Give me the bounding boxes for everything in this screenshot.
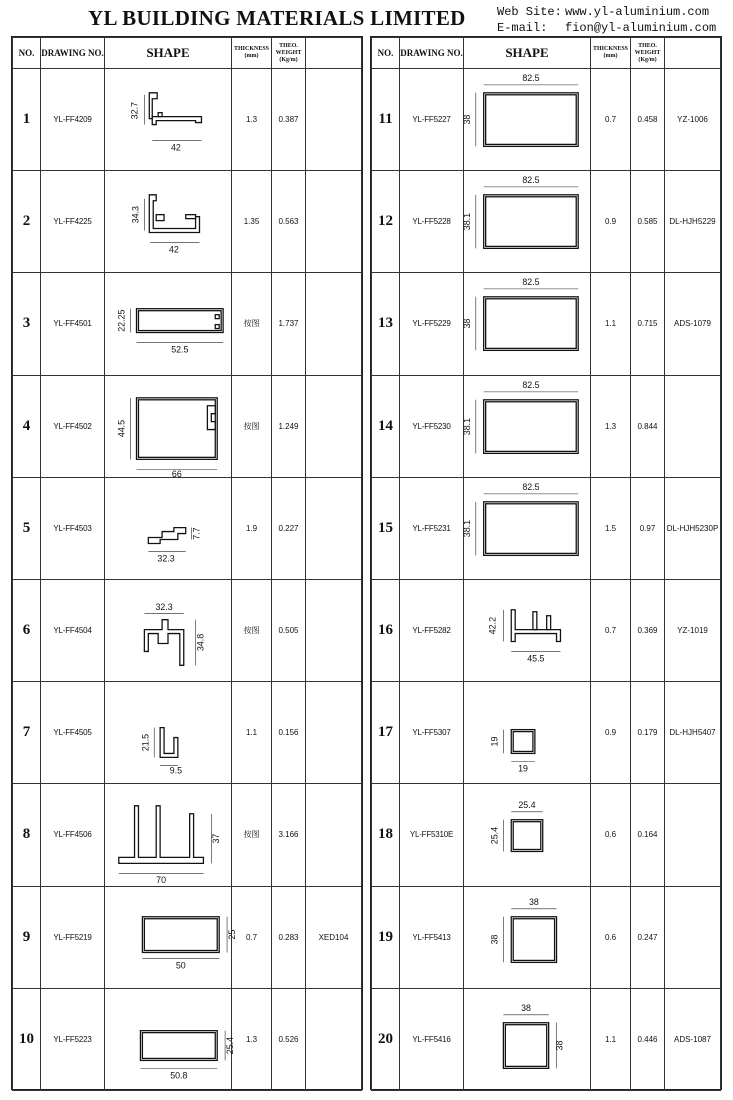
thickness-value: 1.3 <box>591 375 631 477</box>
profile-shape-cell <box>105 682 232 784</box>
dimension-label: 38 <box>489 934 500 945</box>
table-row <box>372 579 721 681</box>
remark-value <box>665 784 721 886</box>
col-header-drawing: DRAWING NO. <box>400 38 464 69</box>
table-row <box>13 988 362 1090</box>
dimension-label: 25.4 <box>518 800 536 811</box>
dimension-label: 25 <box>226 929 237 940</box>
row-number: 8 <box>13 784 41 886</box>
table-row <box>372 682 721 784</box>
drawing-number: YL-FF4209 <box>41 69 105 171</box>
row-number: 15 <box>372 477 400 579</box>
remark-value <box>306 477 362 579</box>
dimension-label: 38.1 <box>461 519 472 538</box>
thickness-value: 按图 <box>232 375 272 477</box>
dimension-label: 32.7 <box>129 101 140 120</box>
drawing-number: YL-FF4501 <box>41 273 105 375</box>
dimension-label: 7.7 <box>191 527 202 540</box>
dimension-label: 82.5 <box>522 481 540 492</box>
row-number: 4 <box>13 375 41 477</box>
profile-drawing <box>105 887 237 988</box>
dimension-label: 70 <box>156 875 167 886</box>
dimension-label: 42 <box>170 142 181 153</box>
row-number: 17 <box>372 682 400 784</box>
profile-drawing <box>105 580 231 681</box>
dimension-label: 82.5 <box>522 277 540 288</box>
thickness-unit: (mm) <box>244 53 259 59</box>
drawing-number: YL-FF5310E <box>400 784 464 886</box>
dimension-label: 37 <box>211 833 222 844</box>
profile-drawing <box>105 478 231 579</box>
thickness-value: 0.6 <box>591 784 631 886</box>
dimension-label: 38.1 <box>461 213 472 231</box>
row-number: 18 <box>372 784 400 886</box>
row-number: 7 <box>13 682 41 784</box>
weight-value: 3.166 <box>272 784 306 886</box>
product-table <box>12 37 362 1091</box>
profile-shape-cell <box>105 988 235 1090</box>
remark-value: DL-HJH5230P <box>665 477 721 579</box>
dimension-label: 25.4 <box>224 1036 235 1054</box>
row-number: 3 <box>13 273 41 375</box>
weight-value: 0.585 <box>631 171 665 273</box>
thickness-value: 1.1 <box>591 273 631 375</box>
profile-drawing <box>105 376 231 477</box>
weight-unit: (Kg/m) <box>638 56 657 63</box>
row-number: 10 <box>13 988 41 1090</box>
weight-value: 0.283 <box>272 886 306 988</box>
row-number: 1 <box>13 69 41 171</box>
table-row <box>372 477 721 579</box>
remark-value <box>665 375 721 477</box>
thickness-value: 按图 <box>232 784 272 886</box>
remark-value: DL-HJH5407 <box>665 682 721 784</box>
profile-shape-cell <box>464 579 591 681</box>
dimension-label: 66 <box>171 468 182 479</box>
profile-drawing <box>461 478 590 579</box>
profile-drawing <box>461 376 590 477</box>
drawing-number: YL-FF4504 <box>41 579 105 681</box>
dimension-label: 22.25 <box>116 309 127 333</box>
thickness-value: 0.7 <box>232 886 272 988</box>
drawing-number: YL-FF4505 <box>41 682 105 784</box>
col-header-weight <box>631 38 665 69</box>
weight-value: 0.458 <box>631 69 665 171</box>
weight-label: THEO. WEIGHT <box>634 42 661 56</box>
table-row <box>372 171 721 273</box>
row-number: 12 <box>372 171 400 273</box>
dimension-label: 21.5 <box>140 733 151 752</box>
weight-value: 0.387 <box>272 69 306 171</box>
weight-label: THEO. WEIGHT <box>275 42 302 56</box>
profile-shape-cell <box>105 784 232 886</box>
thickness-value: 0.6 <box>591 886 631 988</box>
remark-value: YZ-1006 <box>665 69 721 171</box>
profile-drawing <box>105 784 231 885</box>
dimension-label: 38 <box>554 1040 565 1051</box>
col-header-thickness <box>232 38 272 69</box>
col-header-no: NO. <box>13 38 41 69</box>
email-line <box>497 21 716 35</box>
profile-shape-cell <box>461 69 591 171</box>
profile-shape-cell <box>105 579 232 681</box>
thickness-value: 1.1 <box>591 988 631 1090</box>
website-label: Web Site: <box>497 5 562 19</box>
row-number: 5 <box>13 477 41 579</box>
thickness-value: 0.9 <box>591 171 631 273</box>
thickness-label: THICKNESS <box>233 46 269 52</box>
col-header-remark <box>306 38 362 69</box>
profile-shape-cell <box>461 375 591 477</box>
profile-drawing <box>464 784 590 885</box>
right-table-panel <box>370 36 722 1090</box>
dimension-label: 42.2 <box>487 616 498 635</box>
col-header-drawing: DRAWING NO. <box>41 38 105 69</box>
drawing-number: YL-FF4503 <box>41 477 105 579</box>
dimension-label: 82.5 <box>522 379 540 390</box>
table-row <box>372 886 721 988</box>
profile-drawing <box>464 682 590 783</box>
email-label: E-mail: <box>497 21 548 35</box>
remark-value <box>306 579 362 681</box>
thickness-value: 按图 <box>232 579 272 681</box>
table-row <box>13 375 362 477</box>
weight-value: 0.97 <box>631 477 665 579</box>
row-number: 6 <box>13 579 41 681</box>
dimension-label: 42 <box>168 244 179 255</box>
table-row <box>13 69 362 171</box>
drawing-number: YL-FF5227 <box>400 69 464 171</box>
weight-value: 0.526 <box>272 988 306 1090</box>
profile-shape-cell <box>105 886 237 988</box>
left-table-panel <box>11 36 363 1090</box>
weight-value: 0.247 <box>631 886 665 988</box>
thickness-unit: (mm) <box>603 53 618 59</box>
profile-drawing <box>105 69 231 170</box>
dimension-label: 38 <box>528 896 539 907</box>
profile-shape-cell <box>105 69 232 171</box>
drawing-number: YL-FF5416 <box>400 988 464 1090</box>
thickness-value: 1.3 <box>232 69 272 171</box>
profile-shape-cell <box>461 171 591 273</box>
profile-shape-cell <box>464 988 591 1090</box>
remark-value: YZ-1019 <box>665 579 721 681</box>
profile-shape-cell <box>464 784 591 886</box>
profile-drawing <box>105 171 231 272</box>
table-row <box>13 682 362 784</box>
remark-value: ADS-1079 <box>665 273 721 375</box>
thickness-value: 0.9 <box>591 682 631 784</box>
profile-shape-cell <box>461 477 591 579</box>
remark-value <box>306 273 362 375</box>
table-row <box>13 886 362 988</box>
row-number: 14 <box>372 375 400 477</box>
profile-drawing <box>461 69 590 170</box>
drawing-number: YL-FF5228 <box>400 171 464 273</box>
col-header-shape: SHAPE <box>105 38 232 69</box>
col-header-weight <box>272 38 306 69</box>
profile-drawing <box>105 989 235 1090</box>
dimension-label: 38.1 <box>461 417 472 435</box>
remark-value <box>306 682 362 784</box>
profile-drawing <box>105 273 231 374</box>
dimension-label: 19 <box>489 736 500 747</box>
col-header-remark <box>665 38 721 69</box>
remark-value <box>306 375 362 477</box>
dimension-label: 19 <box>518 763 528 774</box>
website-line <box>497 5 709 19</box>
dimension-label: 50 <box>175 959 186 970</box>
table-row <box>13 477 362 579</box>
table-row <box>13 579 362 681</box>
weight-value: 0.505 <box>272 579 306 681</box>
col-header-thickness <box>591 38 631 69</box>
drawing-number: YL-FF5219 <box>41 886 105 988</box>
profile-shape-cell <box>105 375 232 477</box>
weight-value: 1.249 <box>272 375 306 477</box>
thickness-value: 1.5 <box>591 477 631 579</box>
table-row <box>13 171 362 273</box>
dimension-label: 82.5 <box>522 175 540 186</box>
remark-value <box>665 886 721 988</box>
profile-drawing <box>464 989 590 1090</box>
dimension-label: 50.8 <box>170 1069 188 1080</box>
row-number: 11 <box>372 69 400 171</box>
weight-unit: (Kg/m) <box>279 56 298 63</box>
table-header-row <box>372 38 721 69</box>
weight-value: 1.737 <box>272 273 306 375</box>
dimension-label: 38 <box>461 319 472 329</box>
table-row <box>372 69 721 171</box>
drawing-number: YL-FF5229 <box>400 273 464 375</box>
profile-shape-cell <box>464 682 591 784</box>
dimension-label: 38 <box>521 1002 531 1013</box>
weight-value: 0.446 <box>631 988 665 1090</box>
table-row <box>372 784 721 886</box>
website-value[interactable]: www.yl-aluminium.com <box>565 5 710 19</box>
remark-value <box>306 69 362 171</box>
thickness-value: 0.7 <box>591 69 631 171</box>
profile-drawing <box>461 273 590 374</box>
profile-shape-cell <box>105 273 232 375</box>
col-header-no: NO. <box>372 38 400 69</box>
profile-shape-cell <box>464 886 591 988</box>
table-row <box>372 273 721 375</box>
drawing-number: YL-FF4506 <box>41 784 105 886</box>
col-header-shape: SHAPE <box>464 38 591 69</box>
product-table <box>371 37 721 1091</box>
drawing-number: YL-FF4502 <box>41 375 105 477</box>
drawing-number: YL-FF5282 <box>400 579 464 681</box>
weight-value: 0.227 <box>272 477 306 579</box>
profile-drawing <box>461 171 590 272</box>
row-number: 20 <box>372 988 400 1090</box>
dimension-label: 32.3 <box>157 553 175 564</box>
weight-value: 0.844 <box>631 375 665 477</box>
remark-value: DL-HJH5229 <box>665 171 721 273</box>
row-number: 13 <box>372 273 400 375</box>
page-title: YL BUILDING MATERIALS LIMITED <box>88 6 466 30</box>
table-row <box>13 273 362 375</box>
drawing-number: YL-FF5230 <box>400 375 464 477</box>
remark-value <box>306 784 362 886</box>
table-row <box>13 784 362 886</box>
profile-shape-cell <box>461 273 591 375</box>
row-number: 19 <box>372 886 400 988</box>
dimension-label: 82.5 <box>522 72 540 83</box>
dimension-label: 32.3 <box>155 601 173 612</box>
weight-value: 0.164 <box>631 784 665 886</box>
profile-drawing <box>105 682 231 783</box>
row-number: 16 <box>372 579 400 681</box>
dimension-label: 34.3 <box>130 206 141 224</box>
remark-value <box>306 988 362 1090</box>
dimension-label: 52.5 <box>171 344 189 355</box>
remark-value: XED104 <box>306 886 362 988</box>
dimension-label: 25.4 <box>489 827 500 845</box>
thickness-value: 1.35 <box>232 171 272 273</box>
row-number: 9 <box>13 886 41 988</box>
drawing-number: YL-FF5307 <box>400 682 464 784</box>
drawing-number: YL-FF5223 <box>41 988 105 1090</box>
drawing-number: YL-FF4225 <box>41 171 105 273</box>
dimension-label: 34.8 <box>195 633 206 652</box>
profile-shape-cell <box>105 171 232 273</box>
table-row <box>372 988 721 1090</box>
profile-drawing <box>464 887 590 988</box>
thickness-value: 1.1 <box>232 682 272 784</box>
weight-value: 0.715 <box>631 273 665 375</box>
thickness-value: 0.7 <box>591 579 631 681</box>
dimension-label: 45.5 <box>527 653 545 664</box>
thickness-value: 1.3 <box>232 988 272 1090</box>
dimension-label: 9.5 <box>169 765 183 776</box>
weight-value: 0.563 <box>272 171 306 273</box>
weight-value: 0.179 <box>631 682 665 784</box>
remark-value: ADS-1087 <box>665 988 721 1090</box>
table-header-row <box>13 38 362 69</box>
profile-shape-cell <box>105 477 232 579</box>
thickness-value: 按图 <box>232 273 272 375</box>
dimension-label: 44.5 <box>116 419 127 437</box>
thickness-label: THICKNESS <box>592 46 628 52</box>
row-number: 2 <box>13 171 41 273</box>
dimension-label: 38 <box>461 114 472 125</box>
drawing-number: YL-FF5231 <box>400 477 464 579</box>
weight-value: 0.369 <box>631 579 665 681</box>
email-value[interactable]: fion@yl-aluminium.com <box>565 21 717 35</box>
table-row <box>372 375 721 477</box>
remark-value <box>306 171 362 273</box>
thickness-value: 1.9 <box>232 477 272 579</box>
drawing-number: YL-FF5413 <box>400 886 464 988</box>
weight-value: 0.156 <box>272 682 306 784</box>
profile-drawing <box>464 580 590 681</box>
